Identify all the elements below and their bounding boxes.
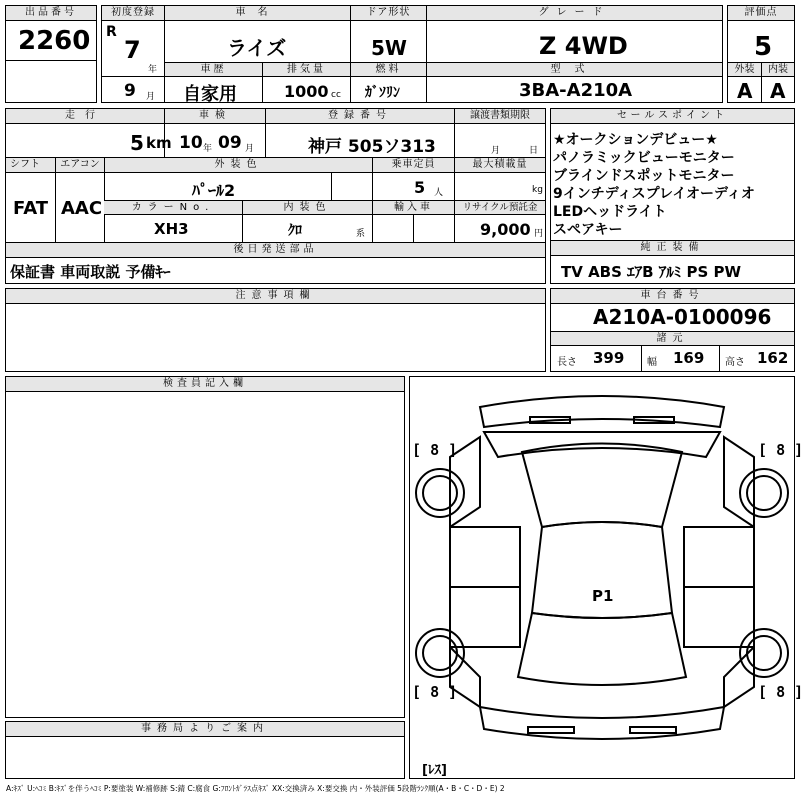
- inspector-box: [5, 376, 405, 718]
- first-registration-box: [101, 5, 165, 103]
- inspection-month: 09: [218, 133, 242, 153]
- color-no-label: カラーNo.: [104, 200, 242, 215]
- interior-score-label: 内装: [761, 62, 794, 77]
- score-box: [727, 5, 795, 103]
- height-label: 高さ: [725, 357, 745, 368]
- later-items: 保証書 車両取説 予備ｷｰ: [10, 263, 171, 281]
- tire-rear-left: [ 8 ]: [412, 683, 458, 701]
- recycle-unit: 円: [534, 229, 544, 239]
- inspection-box: [164, 108, 266, 158]
- chassis-label: 車台番号: [551, 289, 794, 304]
- score: 5: [754, 32, 773, 62]
- sales-points-label: セールスポイント: [551, 109, 794, 124]
- shift: FAT: [13, 198, 49, 219]
- sales-point-1: ★オークションデビュー★: [553, 132, 718, 148]
- door-type: 5W: [371, 36, 407, 60]
- chassis-number: A210A-0100096: [593, 305, 772, 329]
- car-outline: [410, 377, 794, 778]
- tire-rear-right: [ 8 ]: [758, 683, 803, 701]
- lot-number-box: [5, 5, 97, 61]
- era-label: R: [106, 24, 117, 40]
- transfer-month-unit: 月: [491, 146, 501, 156]
- door-label: ドア形状: [351, 6, 426, 21]
- sales-point-6: スペアキー: [553, 222, 623, 238]
- door-box: [350, 5, 427, 103]
- displacement-unit: cc: [331, 90, 341, 100]
- damage-legend: A:ｷｽﾞ U:ﾍｺﾐ B:ｷｽﾞを伴うﾍｺﾐ P:要塗装 W:補修跡 S:錆 C:腐食 G:ﾌﾛﾝﾄｶﾞﾗｽ点ｷｽﾞ XX:交換済み X:要交換 内・外装評価 5段階ﾗﾝｸ順(A・B・C・D・E) 2: [6, 784, 505, 793]
- registration-month: 9: [124, 81, 136, 101]
- height: 162: [757, 349, 789, 367]
- grade-label: グレード: [427, 6, 722, 21]
- transfer-day-unit: 日: [529, 146, 539, 156]
- shift-label: シフト: [6, 158, 55, 173]
- sales-points-box: [550, 108, 795, 241]
- inspector-label: 検査員記入欄: [6, 377, 404, 392]
- max-load-label: 最大積載量: [454, 158, 545, 173]
- length: 399: [593, 349, 625, 367]
- notes-box: [5, 288, 546, 372]
- specs-grid: [5, 157, 546, 243]
- later-items-label: 後日発送部品: [6, 243, 545, 258]
- plate-number: 神戸 505ソ313: [308, 137, 436, 157]
- history: 自家用: [183, 84, 237, 105]
- tire-front-right: [ 8 ]: [758, 441, 803, 459]
- model-code: 3BA-A210A: [519, 80, 633, 101]
- registration-year: 7: [124, 36, 141, 64]
- capacity-label: 乗車定員: [372, 158, 454, 173]
- car-name: ライズ: [227, 36, 287, 60]
- exterior-score-label: 外装: [728, 62, 761, 77]
- equipment: TV ABS ｴｱB ｱﾙﾐ PS PW: [561, 263, 742, 281]
- width-label: 幅: [647, 357, 657, 368]
- grade-box: [426, 5, 723, 103]
- inspection-label: 車検: [165, 109, 265, 124]
- aircon-label: エアコン: [55, 158, 104, 173]
- score-label: 評価点: [728, 6, 794, 21]
- inspection-month-unit: 月: [245, 144, 255, 154]
- mileage-unit: km: [146, 134, 172, 152]
- office-box: [5, 721, 405, 779]
- interior-color-label: 内装色: [242, 200, 372, 215]
- fuel-label: 燃料: [351, 62, 426, 77]
- capacity-unit: 人: [434, 188, 444, 198]
- car-name-label: 車名: [165, 6, 350, 21]
- recycle-deposit: 9,000: [480, 220, 531, 239]
- recycle-label: リサイクル預託金: [454, 200, 545, 215]
- fuel: ｶﾞｿﾘﾝ: [365, 85, 400, 101]
- aircon: AAC: [61, 198, 103, 219]
- notes-label: 注意事項欄: [6, 289, 545, 304]
- lot-number: 2260: [18, 26, 91, 56]
- lot-number-sub-box: [5, 60, 97, 103]
- inspection-year-unit: 年: [203, 144, 213, 154]
- inspection-year: 10: [179, 133, 203, 153]
- equipment-box: [550, 240, 795, 284]
- exterior-color: ﾊﾟｰﾙ2: [192, 181, 236, 200]
- transfer-deadline-box: [454, 108, 546, 158]
- exterior-color-label: 外装色: [104, 158, 372, 173]
- plate-label: 登録番号: [266, 109, 454, 124]
- later-items-box: [5, 242, 546, 284]
- sales-point-3: ブラインドスポットモニター: [553, 168, 735, 184]
- mileage: 5: [130, 131, 144, 155]
- year-unit: 年: [148, 65, 158, 75]
- plate-box: [265, 108, 455, 158]
- length-label: 長さ: [557, 357, 577, 368]
- spare-tire-mark: [ﾚｽ]: [422, 763, 447, 778]
- sales-point-4: 9インチディスプレイオーディオ: [553, 186, 755, 202]
- equipment-label: 純正装備: [551, 241, 794, 256]
- import-label: 輸入車: [372, 200, 454, 215]
- sales-point-5: LEDヘッドライト: [553, 204, 667, 220]
- office-label: 事務局よりご案内: [6, 722, 404, 737]
- displacement-label: 排気量: [262, 62, 350, 77]
- history-label: 車歴: [165, 62, 262, 77]
- transfer-deadline-label: 譲渡書類期限: [455, 109, 545, 124]
- month-unit: 月: [146, 92, 156, 102]
- roof-damage-mark: P1: [592, 587, 614, 605]
- exterior-score: A: [737, 79, 753, 103]
- interior-color-unit: 系: [356, 229, 366, 239]
- capacity: 5: [414, 178, 426, 197]
- chassis-box: [550, 288, 795, 372]
- grade: Z 4WD: [539, 32, 628, 60]
- displacement: 1000: [284, 82, 329, 101]
- max-load-unit: kg: [532, 185, 543, 195]
- width: 169: [673, 349, 705, 367]
- sales-point-2: パノラミックビューモニター: [553, 150, 735, 166]
- tire-front-left: [ 8 ]: [412, 441, 458, 459]
- specs-label: 諸元: [551, 331, 794, 346]
- model-label: 型式: [427, 62, 722, 77]
- interior-score: A: [770, 79, 786, 103]
- lot-number-label: 出品番号: [6, 6, 96, 21]
- color-no: XH3: [154, 220, 189, 238]
- mileage-box: [5, 108, 172, 158]
- mileage-label: 走行: [6, 109, 164, 124]
- first-registration-label: 初度登録: [102, 6, 164, 21]
- interior-color: ｸﾛ: [288, 223, 302, 239]
- car-name-box: [164, 5, 351, 103]
- car-damage-diagram: [409, 376, 803, 779]
